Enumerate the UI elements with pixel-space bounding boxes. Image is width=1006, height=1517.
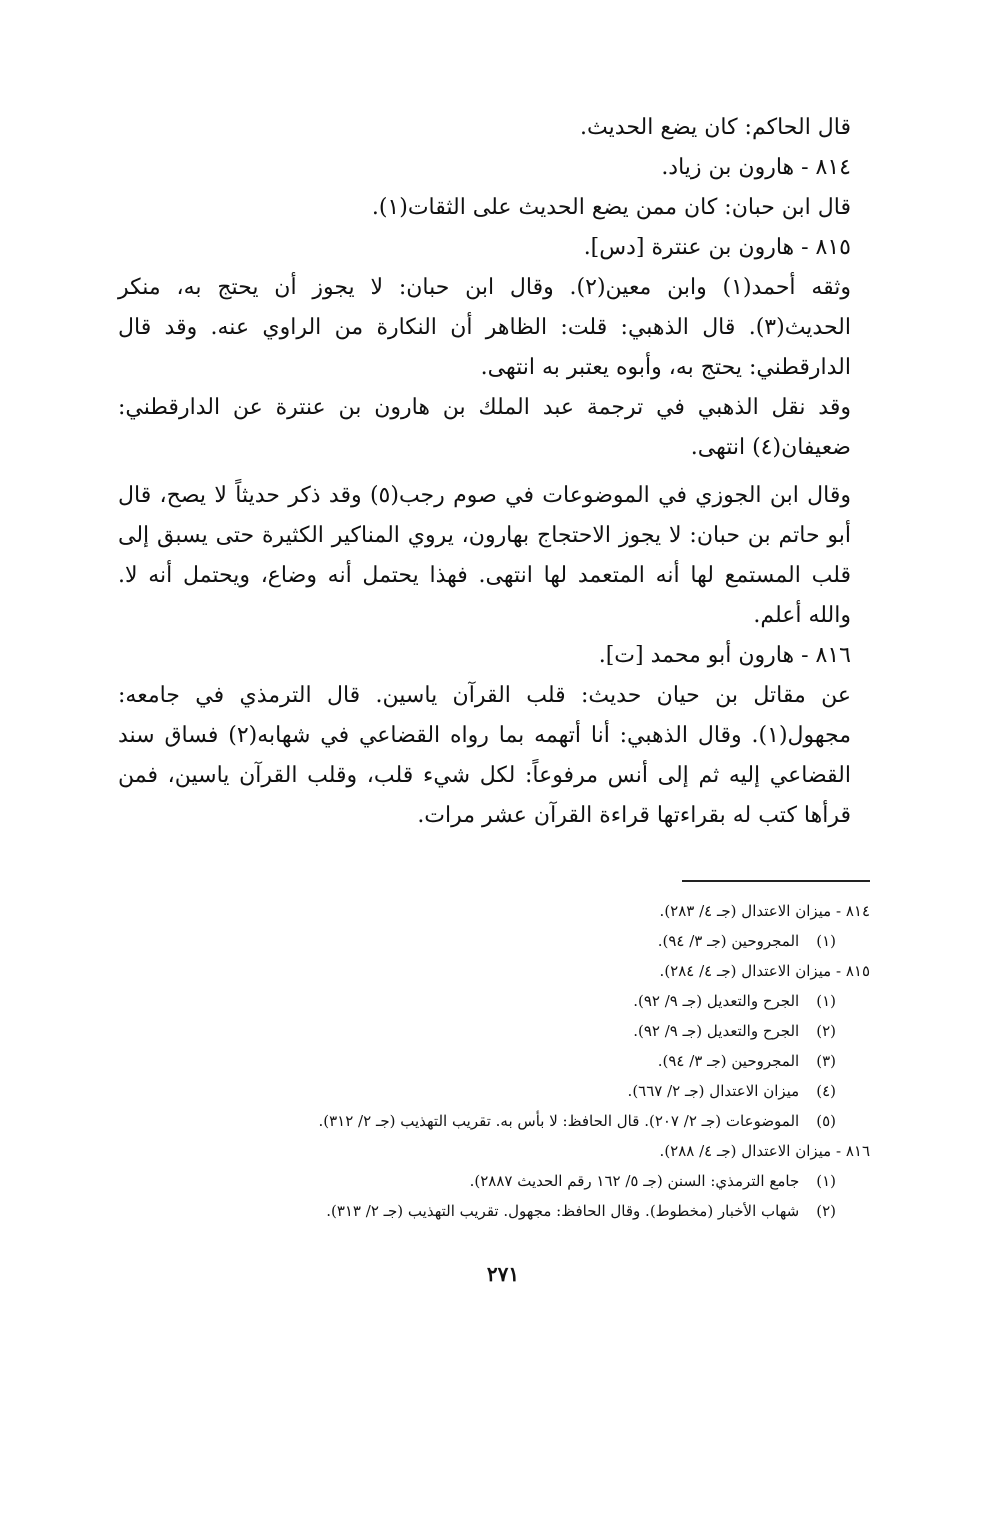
footnote-item <box>150 1076 870 1106</box>
footnote-number: (٣) <box>816 1052 836 1070</box>
footnote-text: شهاب الأخبار (مخطوط). وقال الحافظ: مجهول. تقريب التهذيب (جـ ٢/ ٣١٣). <box>326 1202 800 1220</box>
footnote-text: الجرح والتعديل (جـ ٩/ ٩٢). <box>633 1022 800 1040</box>
footnote-text: ميزان الاعتدال (جـ ٢/ ٦٦٧). <box>627 1082 800 1100</box>
footnote-item <box>150 1106 870 1136</box>
paragraph: عن مقاتل بن حيان حديث: قلب القرآن ياسين. قال الترمذي في جامعه: مجهول(١). وقال الذهبي: أنا أتهمه بما رواه القضاعي في شهابه(٢) فساق سند القضاعي إليه ثم إلى أنس مرفوعاً: لكل شيء قلب، وقلب القرآن ياسين، فمن قرأها كتب له بقراءتها قراءة القرآن عشر مرات. <box>118 683 851 828</box>
footnotes <box>150 896 870 1226</box>
footnote-entry: ٨١٤ - ميزان الاعتدال (جـ ٤/ ٢٨٣). <box>659 902 870 920</box>
text-line: قال الحاكم: كان يضع الحديث. <box>580 115 851 140</box>
entry-heading-814: ٨١٤ - هارون بن زياد. <box>661 155 851 180</box>
footnote-item <box>150 1196 870 1226</box>
paragraph: وقد نقل الذهبي في ترجمة عبد الملك بن هارون بن عنترة عن الدارقطني: ضعيفان(٤) انتهى. <box>118 395 851 460</box>
page-number: ٢٧١ <box>486 1262 520 1286</box>
footnote-item <box>150 1166 870 1196</box>
footnote-item <box>150 926 870 956</box>
footnote-number: (٥) <box>816 1112 836 1130</box>
footnote-number: (٢) <box>816 1202 836 1220</box>
footnote-number: (١) <box>816 1172 836 1190</box>
footnote-number: (١) <box>816 992 836 1010</box>
footnote-number: (٢) <box>816 1022 836 1040</box>
footnote-text: الموضوعات (جـ ٢/ ٢٠٧). قال الحافظ: لا بأس به. تقريب التهذيب (جـ ٢/ ٣١٢). <box>318 1112 800 1130</box>
footnote-number: (١) <box>816 932 836 950</box>
footnote-text: جامع الترمذي: السنن (جـ ٥/ ١٦٢ رقم الحديث ٢٨٨٧). <box>469 1172 800 1190</box>
text-line: قال ابن حبان: كان ممن يضع الحديث على الثقات(١). <box>371 195 851 220</box>
paragraph: وقال ابن الجوزي في الموضوعات في صوم رجب(٥) وقد ذكر حديثاً لا يصح، قال أبو حاتم بن حبان: لا يجوز الاحتجاج بهارون، يروي المناكير الكثيرة حتى يسبق إلى قلب المستمع لها أنه المتعمد لها انتهى. فهذا يحتمل أنه وضاع، ويحتمل أنه لا. والله أعلم. <box>118 483 851 628</box>
footnote-text: الجرح والتعديل (جـ ٩/ ٩٢). <box>633 992 800 1010</box>
main-text <box>118 108 851 836</box>
footnote-text: المجروحين (جـ ٣/ ٩٤). <box>657 1052 800 1070</box>
footnote-text: المجروحين (جـ ٣/ ٩٤). <box>657 932 800 950</box>
footnote-number: (٤) <box>816 1082 836 1100</box>
paragraph: وثقه أحمد(١) وابن معين(٢). وقال ابن حبان: لا يجوز أن يحتج به، منكر الحديث(٣). قال الذهبي: قلت: الظاهر أن النكارة من الراوي عنه. وقد قال الدارقطني: يحتج به، وأبوه يعتبر به انتهى. <box>118 275 852 380</box>
footnote-entry: ٨١٥ - ميزان الاعتدال (جـ ٤/ ٢٨٤). <box>659 962 870 980</box>
footnote-entry: ٨١٦ - ميزان الاعتدال (جـ ٤/ ٢٨٨). <box>659 1142 870 1160</box>
footnote-item <box>150 1016 870 1046</box>
footnote-item <box>150 986 870 1016</box>
entry-heading-815: ٨١٥ - هارون بن عنترة [دس]. <box>583 235 851 260</box>
footnote-separator <box>682 880 870 882</box>
entry-heading-816: ٨١٦ - هارون أبو محمد [ت]. <box>598 643 851 668</box>
footnote-item <box>150 1046 870 1076</box>
